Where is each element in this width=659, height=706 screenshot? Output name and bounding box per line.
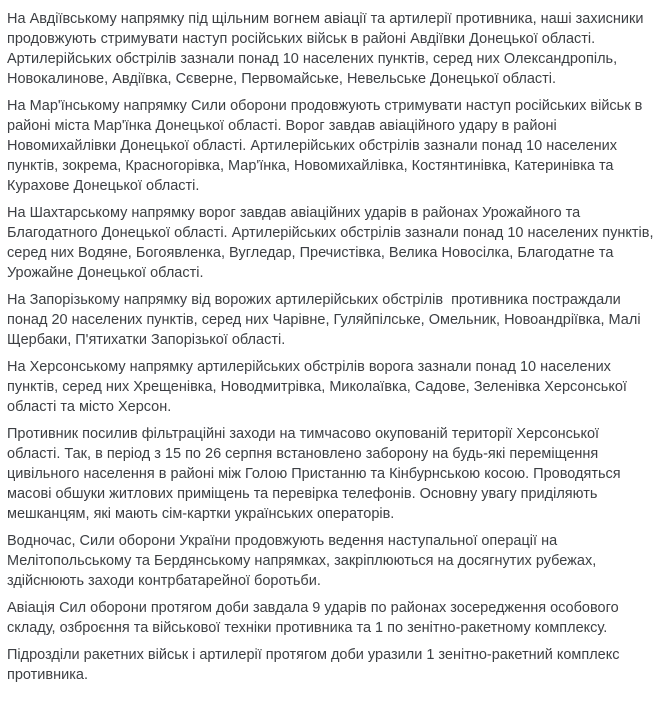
paragraph-aviation-strikes: Авіація Сил оборони протягом доби завдала 9 ударів по районах зосередження особового складу, озброєння та військової техніки противника та 1 по зенітно-ракетному комплексу. <box>7 600 623 636</box>
paragraph-shakhtarske-direction: На Шахтарському напрямку ворог завдав авіаційних ударів в районах Урожайного та Благодатного Донецької області. Артилерійських обстрілів зазнали понад 10 населених пунктів, серед них Водяне, Богоявленка, Вугледар, Пречистівка, Велика Новосілка, Благодатне та Урожайне Донецької області. <box>7 205 658 281</box>
paragraph-zaporizhzhia-direction: На Запорізькому напрямку від ворожих артилерійських обстрілів противника постраждали понад 20 населених пунктів, серед них Чарівне, Гуляйпілське, Омельник, Новоандріївка, Малі Щербаки, П'ятихатки Запорізької області. <box>7 292 645 348</box>
paragraph-marinka-direction: На Мар'їнському напрямку Сили оборони продовжують стримувати наступ російських військ в районі міста Мар'їнка Донецької області. Ворог завдав авіаційного удару в районі Новомихайлівки Донецької області. Артилерійських обстрілів зазнали понад 10 населених пунктів, зокрема, Красногорівка, Мар'їнка, Новомихайлівка, Костянтинівка, Катеринівка та Курахове Донецької області. <box>7 98 647 194</box>
paragraph-kherson-direction: На Херсонському напрямку артилерійських обстрілів ворога зазнали понад 10 населених пунктів, серед них Хрещенівка, Новодмитрівка, Миколаївка, Садове, Зеленівка Херсонської області та місто Херсон. <box>7 359 631 415</box>
paragraph-avdiivka-direction: На Авдіївському напрямку під щільним вогнем авіації та артилерії противника, наші захисники продовжують стримувати наступ російських військ в районі Авдіївки Донецької області. Артилерійських обстрілів зазнали понад 10 населених пунктів, серед них Олександропіль, Новокалинове, Авдіївка, Сєверне, Первомайське, Невельське Донецької області. <box>7 11 652 87</box>
paragraph-missile-artillery-strikes: Підрозділи ракетних військ і артилерії протягом доби уразили 1 зенітно-ракетний комплекс противника. <box>7 647 624 683</box>
paragraph-filtration-measures: Противник посилив фільтраційні заходи на тимчасово окупованій території Херсонської області. Так, в період з 15 по 26 серпня встановлено заборону на будь-які переміщення цивільного населення в районі між Голою Пристанню та Кінбурнською косою. Проводяться масові обшуки житлових приміщень та перевірка телефонів. Основну увагу приділяють мешканцям, які мають сім-картки українських операторів. <box>7 426 625 522</box>
paragraph-offensive-operations: Водночас, Сили оборони України продовжують ведення наступальної операції на Мелітопольському та Бердянському напрямках, закріплюються на досягнутих рубежах, здійснюють заходи контрбатарейної боротьби. <box>7 533 601 589</box>
